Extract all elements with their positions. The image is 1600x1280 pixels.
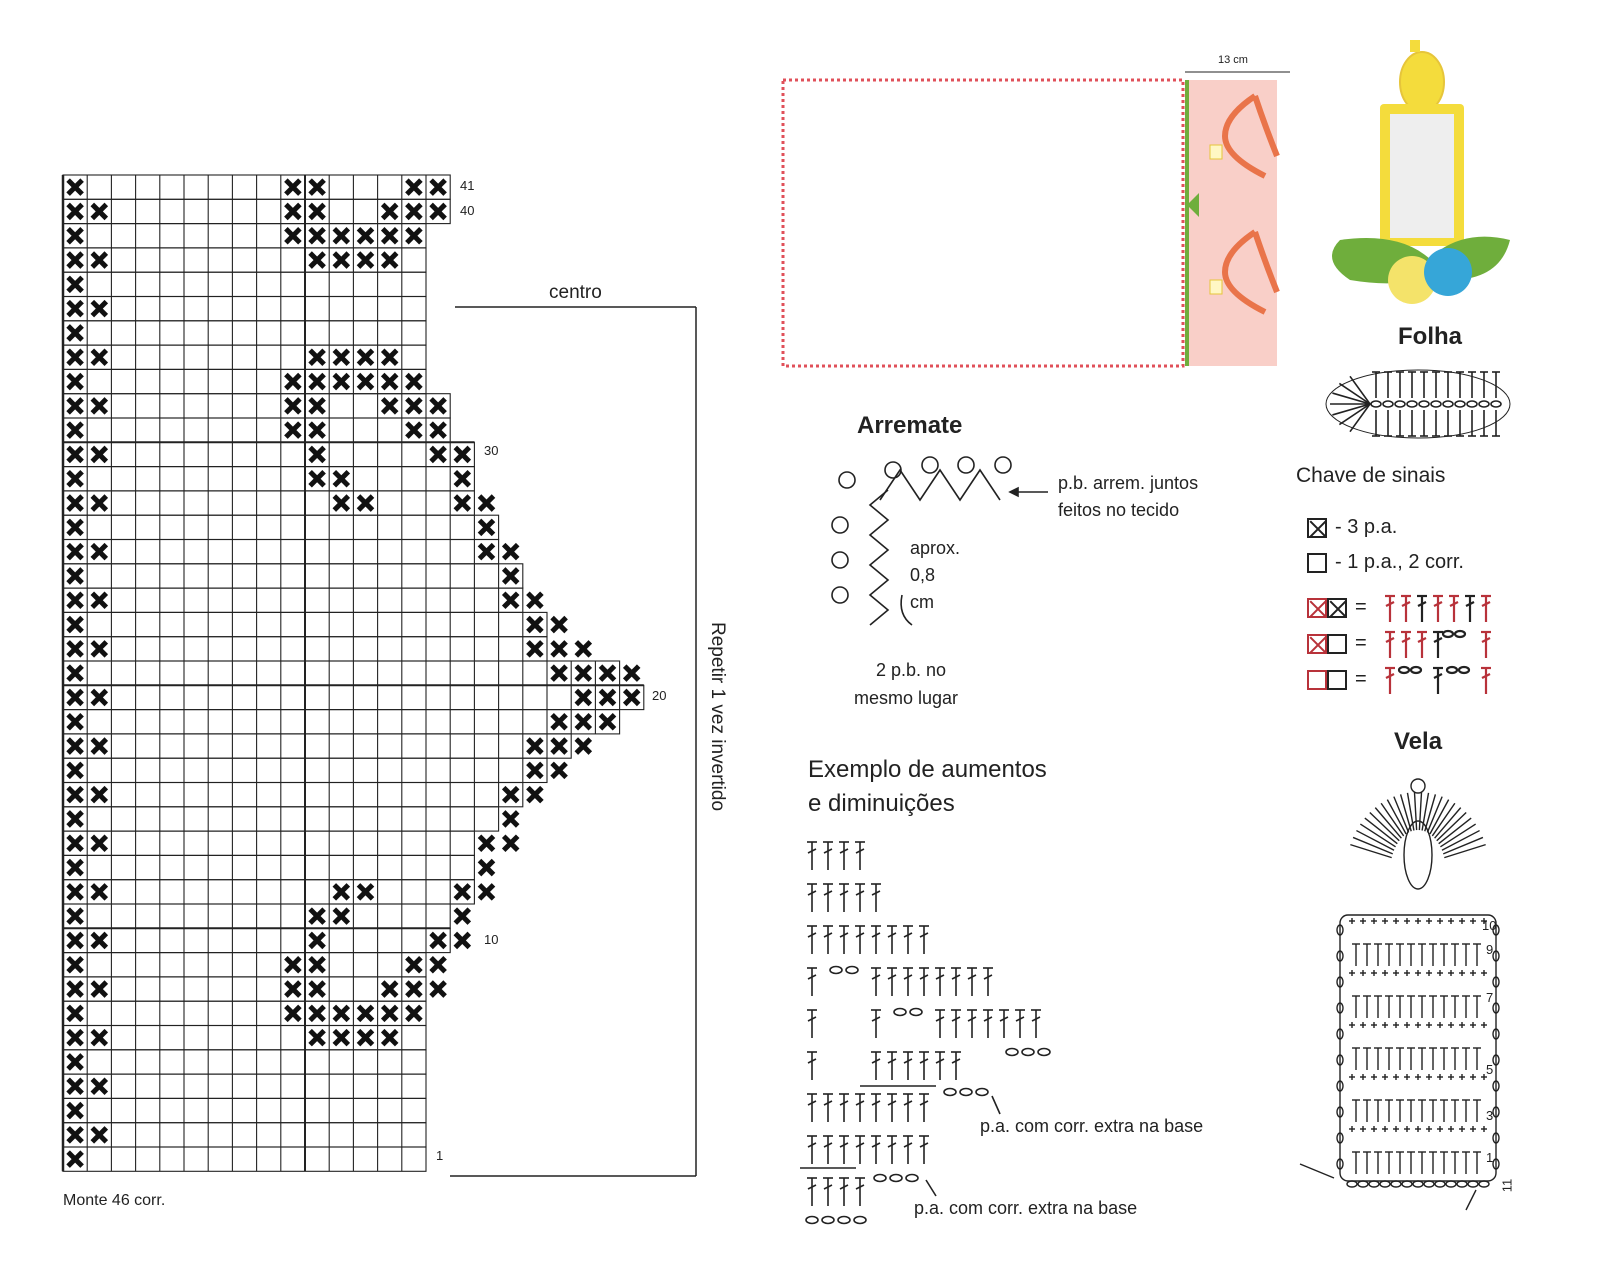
row-label-20: 20 xyxy=(652,688,667,703)
preview-width-label: 13 cm xyxy=(1218,54,1248,66)
key-title: Chave de sinais xyxy=(1296,464,1446,487)
folha-title: Folha xyxy=(1398,323,1462,350)
arremate-note-1: p.b. arrem. juntos xyxy=(1058,473,1199,493)
row-label-40: 40 xyxy=(460,203,475,218)
repeat-label: Repetir 1 vez invertido xyxy=(707,622,728,812)
vela-row-7: 7 xyxy=(1486,990,1494,1005)
row-label-10: 10 xyxy=(484,932,499,947)
vela-title: Vela xyxy=(1394,728,1443,755)
extra-base-note-2: p.a. com corr. extra na base xyxy=(914,1198,1138,1218)
row-label-41: 41 xyxy=(460,178,475,193)
vela-row-9: 9 xyxy=(1486,942,1494,957)
extra-base-note-1: p.a. com corr. extra na base xyxy=(980,1116,1204,1136)
center-label: centro xyxy=(549,282,602,303)
equals-sign: = xyxy=(1355,596,1367,618)
vela-row-5: 5 xyxy=(1486,1062,1494,1077)
key-filled-text: - 3 p.a. xyxy=(1335,516,1398,538)
vela-row-11: 11 xyxy=(1499,1178,1515,1193)
same-place-1: 2 p.b. no xyxy=(876,660,947,680)
approx-1: aprox. xyxy=(910,538,961,558)
vela-row-1: 1 xyxy=(1486,1150,1494,1165)
same-place-2: mesmo lugar xyxy=(854,688,959,708)
vela-row-3: 3 xyxy=(1486,1108,1494,1123)
equals-sign: = xyxy=(1355,668,1367,690)
vela-row-10: 10 xyxy=(1482,918,1497,933)
equals-sign: = xyxy=(1355,632,1367,654)
row-label-30: 30 xyxy=(484,443,499,458)
example-title-2: e diminuições xyxy=(808,790,955,817)
row-label-1: 1 xyxy=(436,1148,444,1163)
key-empty-text: - 1 p.a., 2 corr. xyxy=(1335,551,1464,573)
monte-label: Monte 46 corr. xyxy=(63,1192,166,1209)
arremate-title: Arremate xyxy=(857,412,963,439)
approx-3: cm xyxy=(910,592,934,612)
example-title-1: Exemplo de aumentos xyxy=(808,756,1047,783)
arremate-note-2: feitos no tecido xyxy=(1058,500,1180,520)
approx-2: 0,8 xyxy=(910,565,936,585)
